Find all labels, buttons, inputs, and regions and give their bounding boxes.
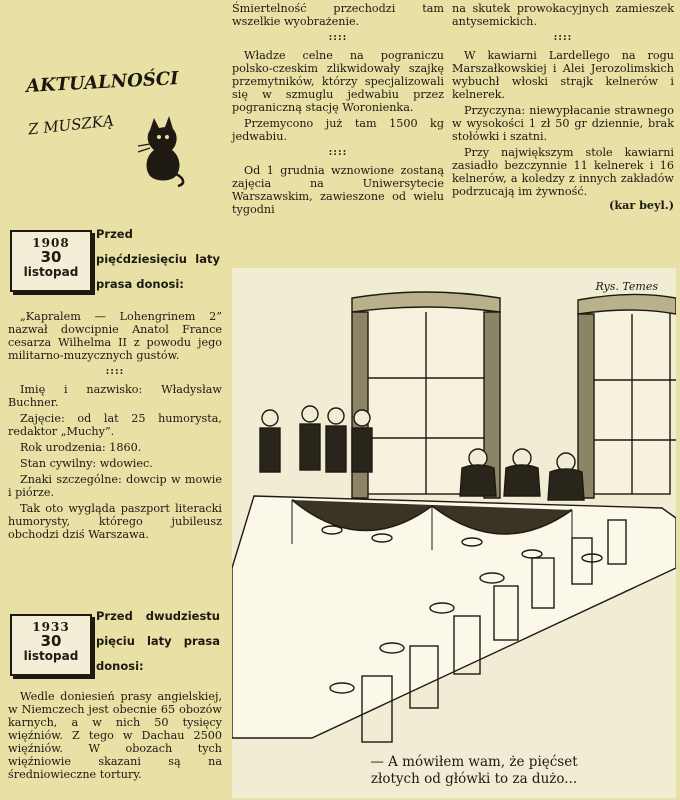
middle-paragraph-4: Od 1 grudnia wznowione zostaną zajęcia na Uniwersytecie Warszawskim, zawieszone od wielu tygodni <box>232 164 444 216</box>
logo-title: AKTUALNOŚCI <box>25 68 180 97</box>
cartoon-credit: Rys. Temes <box>595 280 658 293</box>
date-day: 30 <box>40 248 62 266</box>
logo-subtitle: Z MUSZKĄ <box>27 111 115 139</box>
date-box-1908 <box>10 230 92 292</box>
seated-diners <box>460 449 584 500</box>
date-year: 1908 <box>32 236 70 250</box>
middle-column <box>232 2 444 219</box>
separator: :::: <box>328 147 348 158</box>
section2-text <box>8 690 222 784</box>
date-day: 30 <box>40 632 62 650</box>
fact-name: Imię i nazwisko: Władysław Buchner. <box>8 383 222 409</box>
right-paragraph-1: na skutek prowokacyjnych zamieszek antysemickich. <box>452 2 674 28</box>
separator: :::: <box>328 32 348 43</box>
middle-paragraph-1: Śmiertelność przechodzi tam wszelkie wyobrażenie. <box>232 2 444 28</box>
middle-paragraph-2: Władze celne na pograniczu polsko-czeskim zlikwidowały szajkę przemytników, którzy specjalizowali się w szmuglu jedwabiu przez pograniczną stację Woronienka. <box>232 49 444 114</box>
fact-summary: Tak oto wygląda paszport literacki humorysty, którego jubileusz obchodzi dziś Warszawa. <box>8 502 222 541</box>
right-paragraph-4: Przy największym stole kawiarni zasiadło bezczynnie 11 kelnerek i 16 kelnerów, a koledzy z innych zakładów podrzucają im żywność. <box>452 146 674 198</box>
caption-line-1: — A mówiłem wam, że pięćset <box>370 754 578 770</box>
caption-line-2: złotych od główki to za dużo... <box>370 771 578 787</box>
cartoon-illustration <box>232 268 676 798</box>
date-month: listopad <box>23 265 79 279</box>
fact-occupation: Zajęcie: od lat 25 humorysta, redaktor „Muchy”. <box>8 412 222 438</box>
fact-features: Znaki szczególne: dowcip w mowie i piórze. <box>8 473 222 499</box>
middle-paragraph-3: Przemycono już tam 1500 kg jedwabiu. <box>232 117 444 143</box>
section2-intro: Przed dwudziestu pięciu laty prasa donosi: <box>96 609 220 673</box>
date-month: listopad <box>23 649 79 663</box>
section1-intro: Przed pięćdziesięciu laty prasa donosi: <box>96 227 220 291</box>
right-paragraph-2: W kawiarni Lardellego na rogu Marszałkowskiej i Alei Jerozolimskich wybuchł włoski strajk kelnerów i kelnerek. <box>452 49 674 101</box>
section2-paragraph: Wedle doniesień prasy angielskiej, w Niemczech jest obecnie 65 obozów karnych, a w nich 50 tysięcy więźniów. Z tego w Dachau 2500 więźniów. W obozach tych więźniowie skazani są na średniowieczne tortury. <box>8 690 222 781</box>
separator: :::: <box>553 32 573 43</box>
window-right <box>578 294 676 498</box>
right-paragraph-3: Przyczyna: niewypłacanie strawnego w wysokości 1 zł 50 gr dziennie, brak stołówki i szatni. <box>452 104 674 143</box>
waiters-group <box>260 406 372 472</box>
banquet-drawing <box>232 268 676 748</box>
date-year: 1933 <box>32 620 70 634</box>
column-logo <box>14 66 214 206</box>
date-box-1933 <box>10 614 92 676</box>
fact-civil-status: Stan cywilny: wdowiec. <box>20 457 153 470</box>
fly-cat-icon <box>132 112 192 188</box>
author-signature: (kar beyl.) <box>609 198 674 212</box>
separator: :::: <box>105 366 125 377</box>
fact-birth-year: Rok urodzenia: 1860. <box>20 441 142 454</box>
section1-paragraph: „Kapralem — Lohengrinem 2” nazwał dowcipnie Anatol France cesarza Wilhelma II z powodu jego militarno-muzycznych gustów. <box>8 310 222 362</box>
left-column <box>0 0 226 800</box>
section1-text <box>8 310 222 544</box>
cartoon-caption <box>284 754 664 788</box>
right-column <box>452 2 674 212</box>
